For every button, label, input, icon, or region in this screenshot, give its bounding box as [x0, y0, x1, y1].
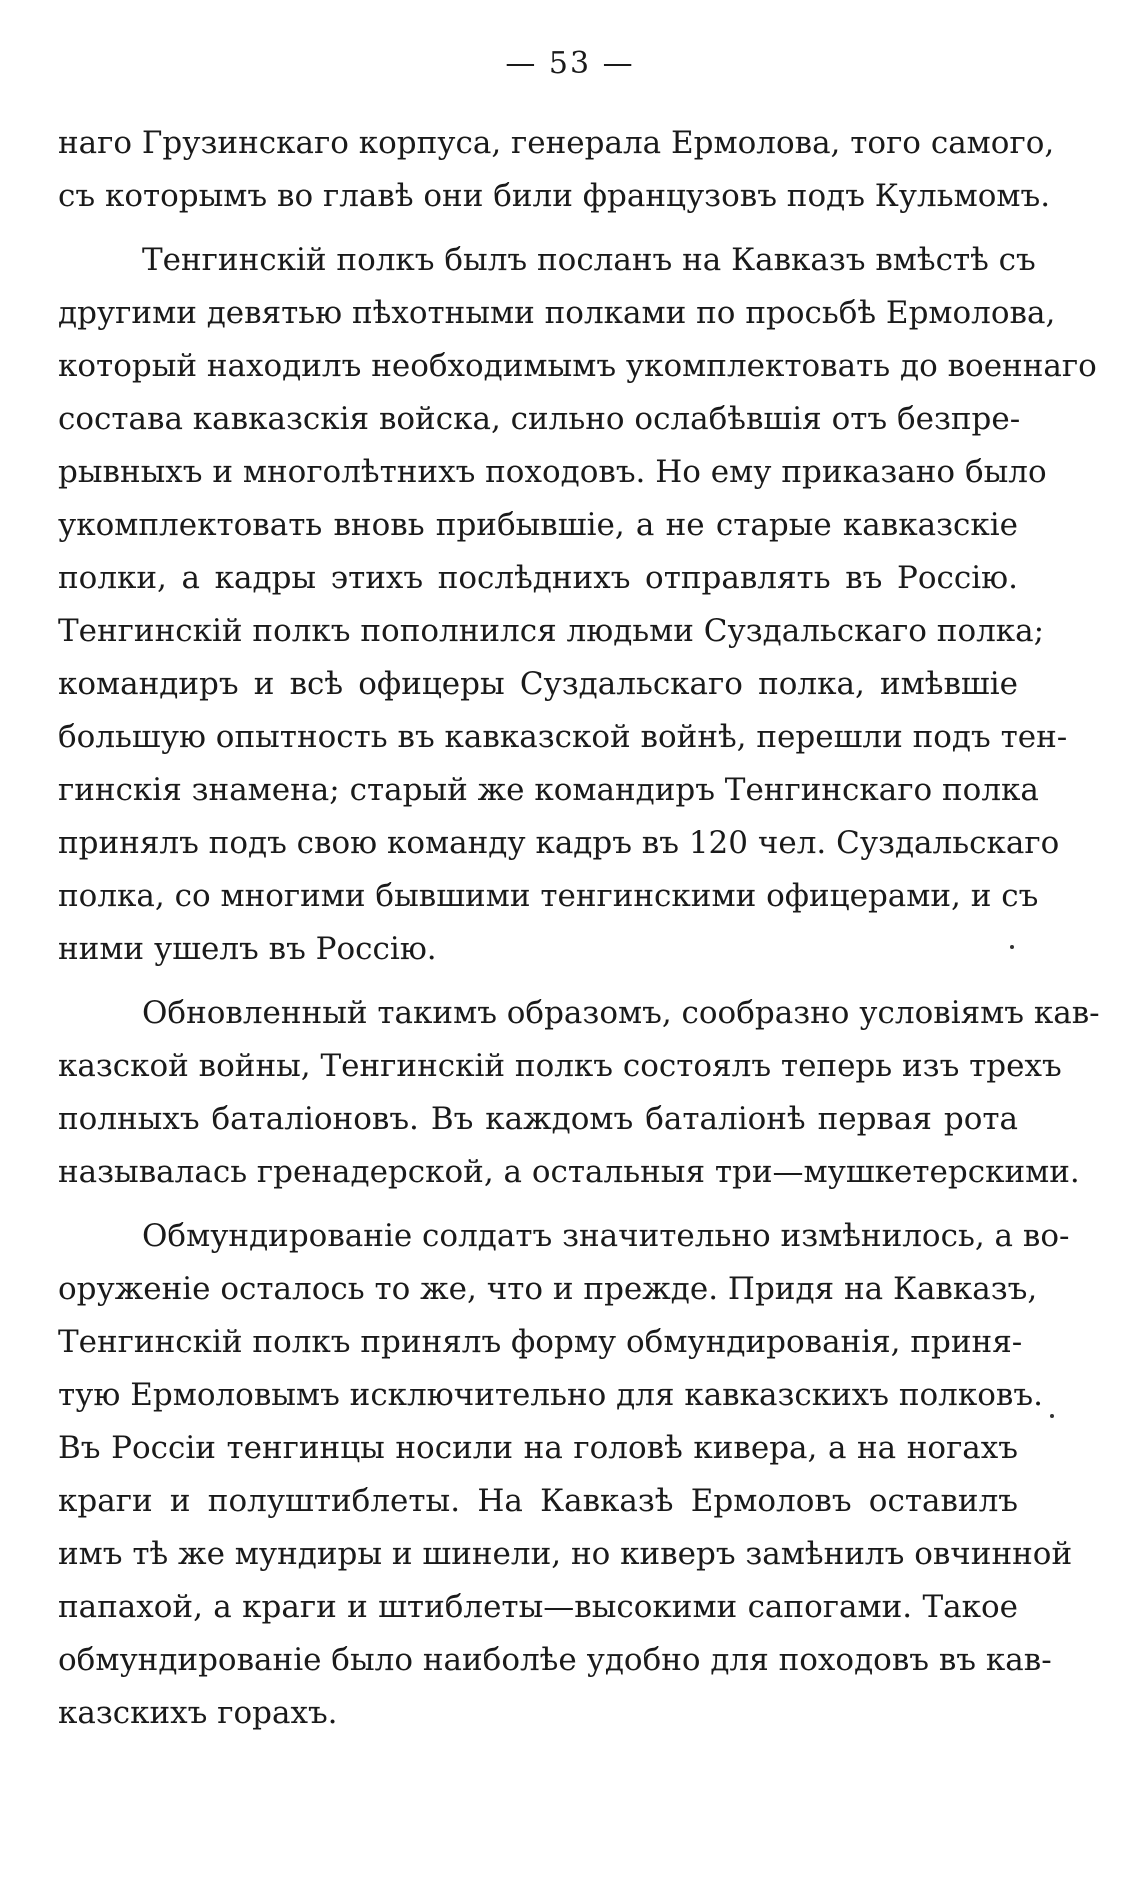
text-line: Въ Россіи тенгинцы носили на головѣ кивера, а на ногахъ	[58, 1430, 1018, 1466]
text-line: полныхъ баталіоновъ. Въ каждомъ баталіонѣ первая рота	[58, 1101, 1018, 1137]
ink-speck	[1010, 945, 1014, 949]
text-line: обмундированіе было наиболѣе удобно для походовъ въ кав-	[58, 1642, 1052, 1678]
page-number: — 53 —	[505, 46, 635, 81]
text-line: Тенгинскій полкъ принялъ форму обмундированія, приня-	[58, 1324, 1023, 1360]
text-line: который находилъ необходимымъ укомплектовать до военнаго	[58, 348, 1097, 384]
paragraph	[58, 987, 1100, 1199]
text-line: тую Ермоловымъ исключительно для кавказскихъ полковъ.	[58, 1377, 1043, 1413]
text-line: гинскія знамена; старый же командиръ Тенгинскаго полка	[58, 772, 1039, 808]
text-line: большую опытность въ кавказской войнѣ, перешли подъ тен-	[58, 719, 1068, 755]
paragraph	[58, 234, 1097, 976]
text-line: состава кавказскія войска, сильно ослабѣвшія отъ безпре-	[58, 401, 1021, 437]
text-line: имъ тѣ же мундиры и шинели, но киверъ замѣнилъ овчинной	[58, 1536, 1073, 1572]
text-line: называлась гренадерской, а остальныя три—мушкетерскими.	[58, 1154, 1080, 1190]
text-line: полки, а кадры этихъ послѣднихъ отправлять въ Россію.	[58, 560, 1018, 596]
paragraph	[58, 117, 1055, 223]
paragraph	[58, 1210, 1073, 1740]
text-line: командиръ и всѣ офицеры Суздальскаго полка, имѣвшіе	[58, 666, 1018, 702]
text-line: краги и полуштиблеты. На Кавказѣ Ермоловъ оставилъ	[58, 1483, 1018, 1519]
text-line: другими девятью пѣхотными полками по просьбѣ Ермолова,	[58, 295, 1056, 331]
ink-speck	[1050, 1414, 1054, 1418]
text-line: Обмундированіе солдатъ значительно измѣнилось, а во-	[142, 1218, 1070, 1254]
text-line: казскихъ горахъ.	[58, 1695, 338, 1731]
text-line: принялъ подъ свою команду кадръ въ 120 чел. Суздальскаго	[58, 825, 1060, 861]
text-line: Обновленный такимъ образомъ, сообразно условіямъ кав-	[142, 995, 1100, 1031]
text-line: Тенгинскій полкъ былъ посланъ на Кавказъ вмѣстѣ съ	[142, 242, 1036, 278]
text-line: оруженіе осталось то же, что и прежде. Придя на Кавказъ,	[58, 1271, 1038, 1307]
body-text	[58, 117, 1100, 1740]
text-line: съ которымъ во главѣ они били французовъ подъ Кульмомъ.	[58, 178, 1051, 214]
text-line: папахой, а краги и штиблеты—высокими сапогами. Такое	[58, 1589, 1018, 1625]
text-line: Тенгинскій полкъ пополнился людьми Суздальскаго полка;	[58, 613, 1045, 649]
text-line: укомплектовать вновь прибывшіе, а не старые кавказскіе	[58, 507, 1018, 543]
text-line: ними ушелъ въ Россію.	[58, 931, 437, 967]
text-line: полка, со многими бывшими тенгинскими офицерами, и съ	[58, 878, 1039, 914]
text-line: рывныхъ и многолѣтнихъ походовъ. Но ему приказано было	[58, 454, 1047, 490]
text-line: наго Грузинскаго корпуса, генерала Ермолова, того самого,	[58, 125, 1055, 161]
text-line: казской войны, Тенгинскій полкъ состоялъ теперь изъ трехъ	[58, 1048, 1062, 1084]
